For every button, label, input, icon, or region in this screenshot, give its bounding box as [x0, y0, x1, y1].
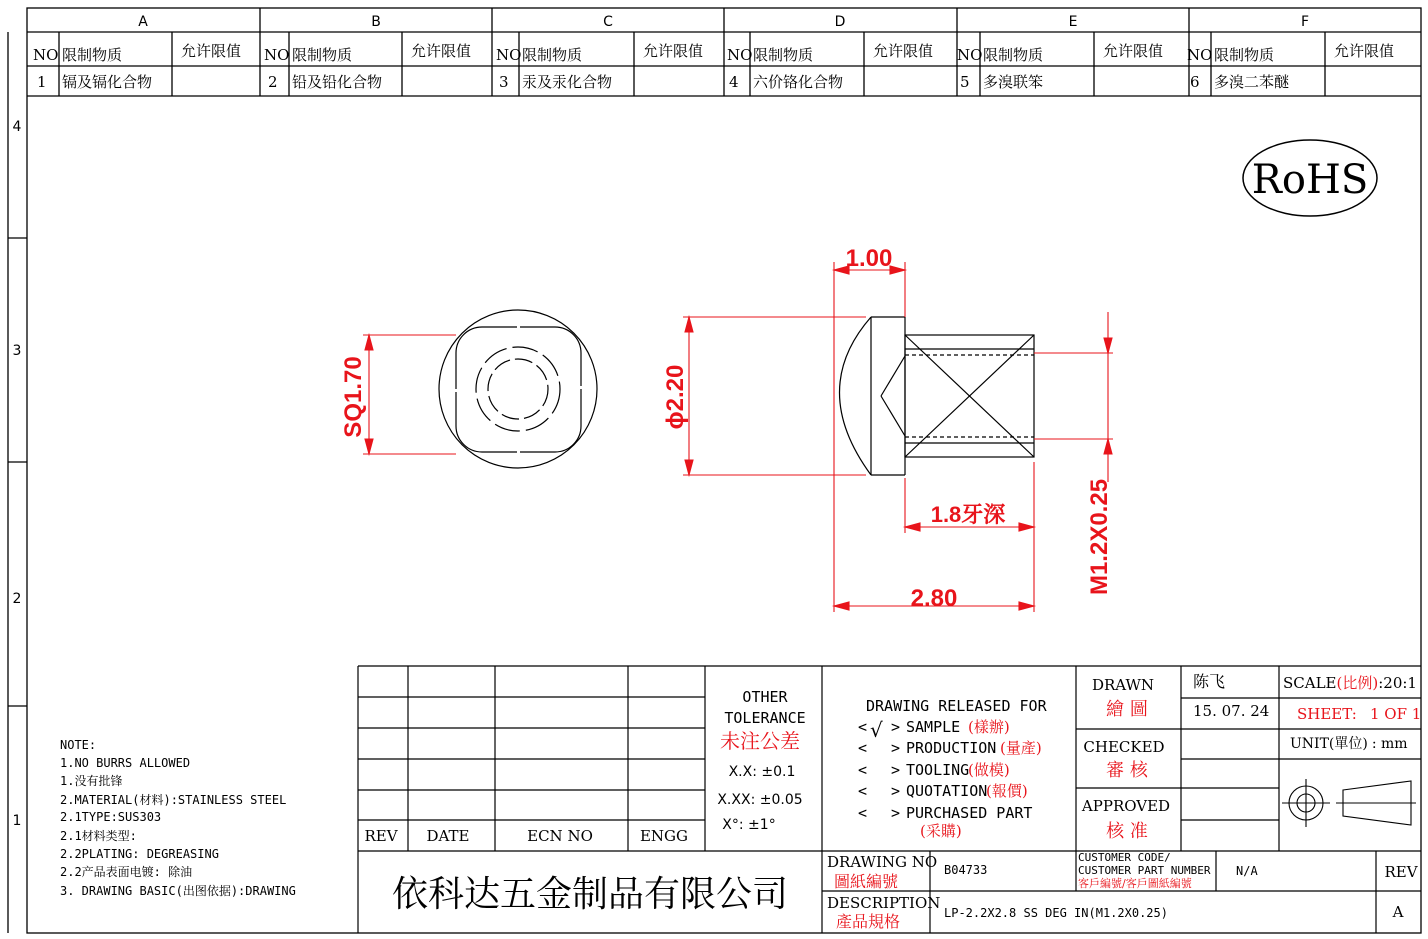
release-item-quotation-cn: (報價) — [986, 782, 1028, 800]
tolerance-title-2: TOLERANCE — [724, 709, 806, 727]
rohs-header-substance: 限制物质 — [1214, 46, 1275, 64]
rohs-item-no: 4 — [729, 73, 739, 91]
tolerance-title-cn: 未注公差 — [720, 729, 800, 753]
tolerance-row: X.XX: ±0.05 — [717, 792, 803, 808]
release-title: DRAWING RELEASED FOR — [866, 697, 1047, 715]
note-line: 2.2PLATING: DEGREASING — [60, 847, 219, 861]
rohs-header-limit: 允许限值 — [411, 42, 472, 60]
release-bracket: < — [858, 782, 868, 800]
release-bracket: < — [858, 761, 868, 779]
zone-col-d: D — [834, 14, 846, 30]
release-bracket: > — [891, 718, 901, 736]
drawn-label: DRAWN — [1091, 676, 1155, 694]
zone-row-4: 4 — [12, 119, 22, 135]
drawing-no-label-cn: 圖紙編號 — [834, 872, 899, 891]
drawing-no-value: B04733 — [944, 863, 988, 877]
rohs-item-substance: 汞及汞化合物 — [522, 73, 613, 91]
customer-label-1: CUSTOMER CODE/ — [1078, 851, 1171, 864]
dim-thread-depth: 1.8牙深 — [930, 502, 1006, 527]
release-item-sample: SAMPLE — [906, 718, 961, 736]
rohs-header-no: NO — [33, 46, 59, 64]
customer-label-cn: 客戶編號/客戶圖紙編號 — [1078, 877, 1192, 890]
release-item-purchased: PURCHASED PART — [906, 804, 1033, 822]
dimension-lines — [363, 262, 1113, 612]
tolerance-row: X°: ±1° — [722, 817, 776, 833]
rohs-header-no: NO — [1187, 46, 1213, 64]
rohs-item-substance: 六价铬化合物 — [753, 73, 844, 91]
rev-label: REV — [1384, 863, 1418, 881]
rohs-header-substance: 限制物质 — [983, 46, 1044, 64]
ecn-header: ECN NO — [527, 827, 593, 845]
note-line: 3. DRAWING BASIC(出图依据):DRAWING — [60, 884, 296, 898]
release-item-tooling-cn: (做模) — [968, 761, 1010, 779]
rohs-item-no: 6 — [1190, 73, 1200, 91]
rohs-header-substance: 限制物质 — [292, 46, 353, 64]
release-item-production-cn: (量產) — [1000, 739, 1042, 757]
zone-row-3: 3 — [12, 343, 22, 359]
rev-value: A — [1392, 903, 1404, 921]
rohs-header-substance: 限制物质 — [62, 46, 123, 64]
release-item-quotation: QUOTATION — [906, 782, 988, 800]
approved-label: APPROVED — [1081, 797, 1171, 815]
rohs-item-substance: 多溴二苯醚 — [1214, 73, 1290, 91]
rohs-header-limit: 允许限值 — [643, 42, 704, 60]
scale-label: SCALE(比例):20:1 — [1283, 674, 1417, 692]
zone-row-1: 1 — [12, 813, 22, 829]
customer-label-2: CUSTOMER PART NUMBER — [1078, 864, 1211, 877]
drawn-name: 陈飞 — [1193, 672, 1226, 691]
dim-square: SQ1.70 — [340, 356, 367, 438]
drawn-date: 15. 07. 24 — [1193, 702, 1270, 720]
rohs-item-no: 1 — [37, 73, 47, 91]
drawing-no-label: DRAWING NO — [827, 853, 938, 871]
rohs-header-substance: 限制物质 — [522, 46, 583, 64]
zone-col-e: E — [1068, 14, 1078, 30]
rohs-header-limit: 允许限值 — [181, 42, 242, 60]
zone-col-c: C — [603, 14, 613, 30]
zone-col-a: A — [138, 14, 148, 30]
unit-label: UNIT(單位) : mm — [1290, 736, 1408, 752]
dim-total-length: 2.80 — [910, 585, 958, 612]
rohs-item-no: 5 — [960, 73, 970, 91]
release-bracket: > — [891, 761, 901, 779]
note-line: 2.1材料类型: — [60, 829, 137, 843]
date-header: DATE — [426, 827, 470, 845]
rohs-header-no: NO — [957, 46, 983, 64]
dim-thread: M1.2X0.25 — [1086, 478, 1113, 596]
description-value: LP-2.2X2.8 SS DEG IN(M1.2X0.25) — [944, 906, 1168, 920]
zone-col-b: B — [371, 14, 381, 30]
tolerance-title-1: OTHER — [742, 688, 788, 706]
rohs-header-limit: 允许限值 — [1103, 42, 1164, 60]
customer-value: N/A — [1236, 864, 1258, 878]
rev-header: REV — [364, 827, 398, 845]
tolerance-row: X.X: ±0.1 — [728, 764, 796, 780]
release-bracket: > — [891, 739, 901, 757]
rohs-item-substance: 多溴联笨 — [983, 73, 1044, 91]
description-label: DESCRIPTION — [827, 894, 941, 912]
rohs-header-no: NO — [496, 46, 522, 64]
dim-head-diameter: ϕ2.20 — [662, 364, 689, 430]
company-name: 依科达五金制品有限公司 — [391, 874, 789, 915]
rohs-item-no: 2 — [268, 73, 278, 91]
rohs-item-substance: 铅及铅化合物 — [292, 73, 383, 91]
front-view — [439, 310, 597, 468]
checked-label: CHECKED — [1083, 738, 1165, 756]
release-bracket: > — [891, 782, 901, 800]
checked-label-cn: 審 核 — [1106, 760, 1148, 781]
zone-row-2: 2 — [12, 591, 22, 607]
release-bracket: < — [858, 804, 868, 822]
side-view — [840, 317, 1035, 475]
rohs-header-substance: 限制物质 — [753, 46, 814, 64]
rohs-item-no: 3 — [499, 73, 509, 91]
release-item-purchased-cn: (采購) — [920, 822, 962, 840]
approved-label-cn: 核 准 — [1106, 821, 1148, 842]
sheet-value: 1 OF 1 — [1370, 705, 1422, 723]
dim-head-width: 1.00 — [845, 245, 893, 272]
note-line: 1.没有批锋 — [60, 774, 123, 788]
release-item-production: PRODUCTION — [906, 739, 997, 757]
release-bracket: < — [858, 718, 868, 736]
release-bracket: > — [891, 804, 901, 822]
note-line: 2.2产品表面电镀: 除油 — [60, 865, 193, 879]
release-item-sample-cn: (樣辦) — [968, 718, 1010, 736]
note-line: 2.MATERIAL(材料):STAINLESS STEEL — [60, 793, 287, 807]
drawn-label-cn: 繪 圖 — [1106, 699, 1148, 720]
note-line: 2.1TYPE:SUS303 — [60, 810, 162, 824]
description-label-cn: 產品規格 — [836, 912, 901, 931]
projection-symbol-icon — [1282, 779, 1416, 827]
engg-header: ENGG — [639, 827, 689, 845]
rohs-mark: RoHS — [1251, 157, 1369, 203]
rohs-header-no: NO — [264, 46, 290, 64]
release-bracket: < — [858, 739, 868, 757]
release-checkmark: √ — [870, 718, 883, 742]
sheet-label: SHEET: — [1297, 705, 1357, 723]
notes-title: NOTE: — [60, 738, 97, 752]
rohs-header-limit: 允许限值 — [873, 42, 934, 60]
release-item-tooling: TOOLING — [906, 761, 970, 779]
rohs-header-no: NO — [727, 46, 753, 64]
rohs-header-limit: 允许限值 — [1334, 42, 1395, 60]
zone-col-f: F — [1300, 14, 1310, 30]
rohs-item-substance: 镉及镉化合物 — [62, 73, 153, 91]
note-line: 1.NO BURRS ALLOWED — [60, 756, 191, 770]
